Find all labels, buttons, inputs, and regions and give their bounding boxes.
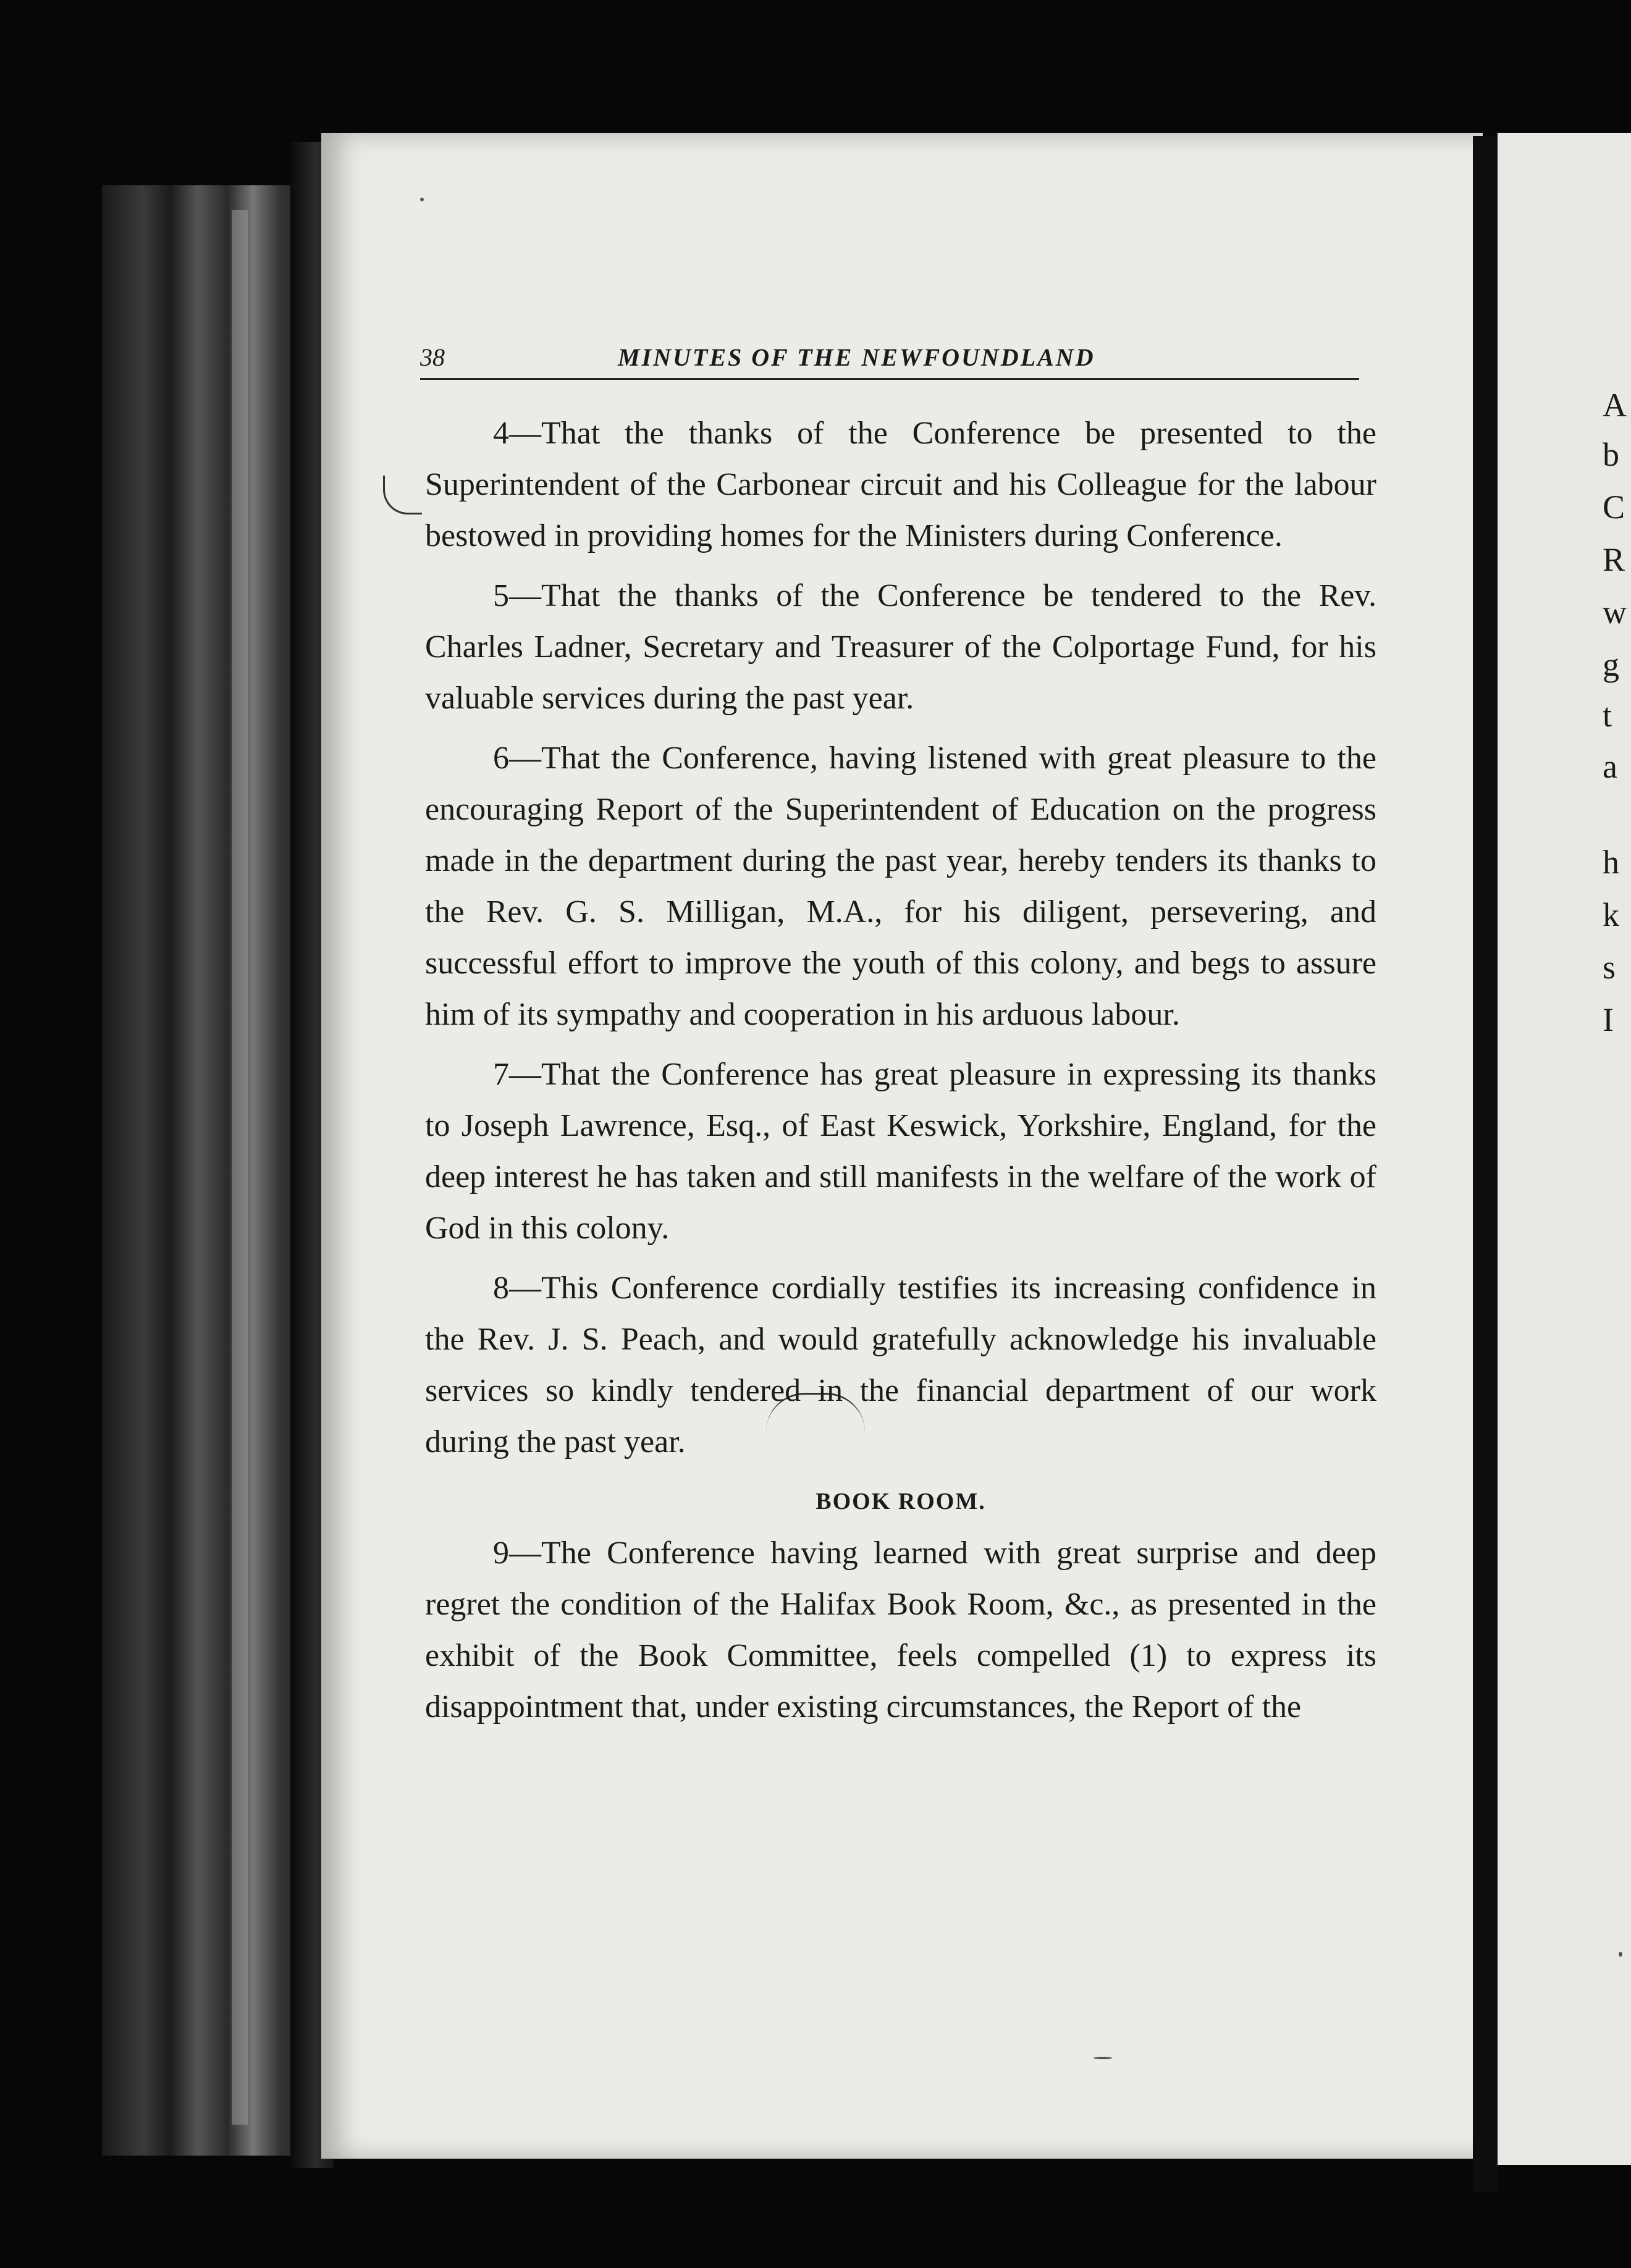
right-fragment: R <box>1603 541 1625 578</box>
right-fragment: g <box>1603 646 1619 683</box>
right-fragment: C <box>1603 489 1625 526</box>
page-body <box>425 408 1376 1741</box>
resolution-4: 4—That the thanks of the Conference be presented to the Superintendent of the Carbonear circuit and his Colleague for the labour bestowed in providing homes for the Ministers during Conference. <box>425 416 1376 553</box>
right-fragment: s <box>1603 949 1616 986</box>
header-rule <box>420 378 1359 380</box>
right-fragment: b <box>1603 436 1619 473</box>
resolution-6: 6—That the Conference, having listened with great pleasure to the encouraging Report of the Superintendent of Education on the progress made in the department during the past year, hereby tenders its thanks to the Rev. G. S. Milligan, M.A., for his diligent, persevering, and successful effort to improve the youth of this colony, and begs to assure him of its sympathy and cooperation in his arduous labour. <box>425 741 1376 1032</box>
right-fragment: t <box>1603 697 1612 734</box>
page-number: 38 <box>420 343 445 371</box>
right-fragment: h <box>1603 844 1619 881</box>
section-heading: BOOK ROOM. <box>816 1489 986 1514</box>
right-fragment: w <box>1603 594 1627 631</box>
dust-speck <box>1094 2057 1112 2059</box>
resolution-9: 9—The Conference having learned with great surprise and deep regret the condition of the Halifax Book Room, &c., as presented in the exhibit of the Book Committee, feels compelled (1) to express its disappointment that, under existing circumstances, the Report of the <box>425 1535 1376 1724</box>
page-gutter <box>1473 136 1498 2193</box>
resolution-5: 5—That the thanks of the Conference be tendered to the Rev. Charles Ladner, Secretary and Treasurer of the Colportage Fund, for his valuable services during the past year. <box>425 578 1376 716</box>
resolution-7: 7—That the Conference has great pleasure in expressing its thanks to Joseph Lawrence, Esq., of East Keswick, Yorkshire, England, for the deep interest he has taken and still manifests in the welfare of the work of God in this colony. <box>425 1057 1376 1246</box>
right-fragment: k <box>1603 896 1619 933</box>
right-fragment: A <box>1603 387 1627 424</box>
right-page-sliver <box>1498 133 1631 2165</box>
right-fragment: I <box>1603 1001 1614 1038</box>
right-fragment: a <box>1603 748 1617 785</box>
resolution-8: 8—This Conference cordially testifies its increasing confidence in the Rev. J. S. Peach, and would gratefully acknowledge his invaluable services so kindly tendered in the financial department of our work during the past year. <box>425 1270 1376 1460</box>
dust-speck <box>420 198 424 201</box>
dust-speck <box>1619 1952 1622 1957</box>
running-head: MINUTES OF THE NEWFOUNDLAND <box>618 343 1095 371</box>
